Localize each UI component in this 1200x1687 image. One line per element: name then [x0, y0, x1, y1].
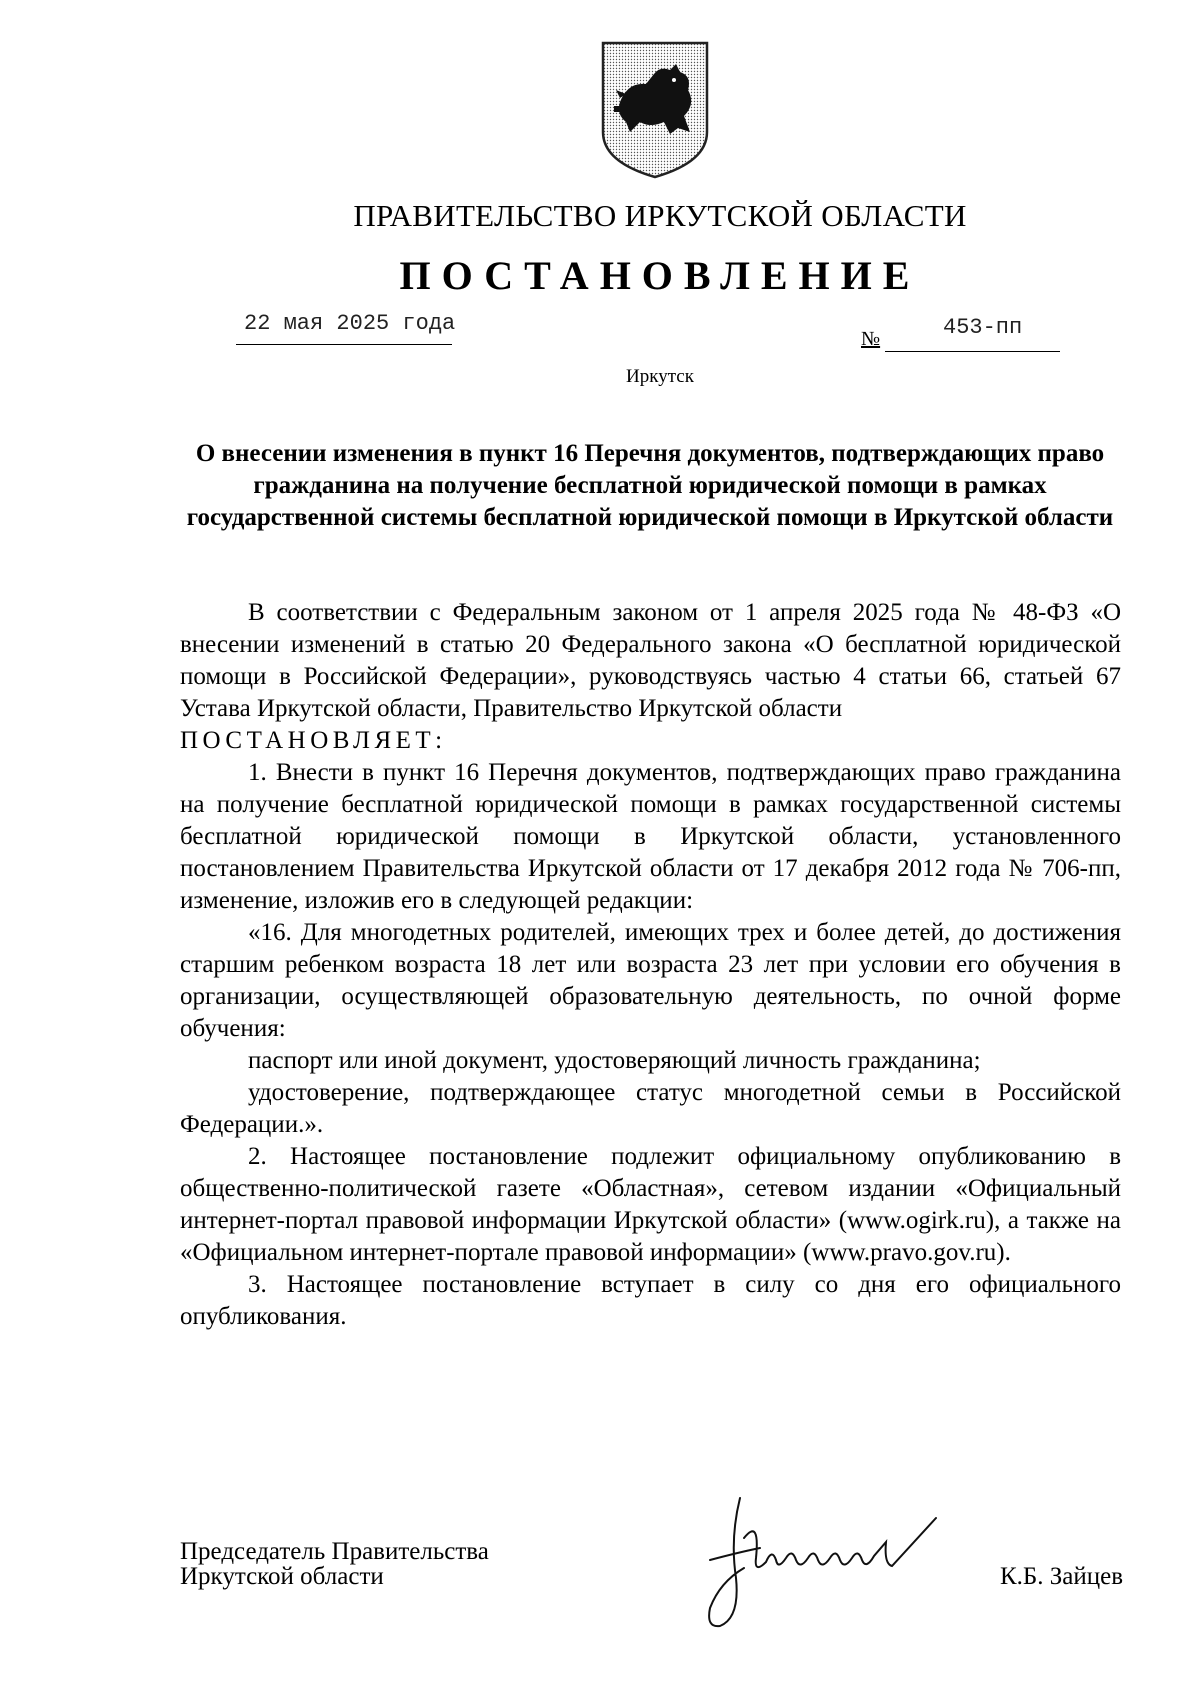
document-subject: О внесении изменения в пункт 16 Перечня документов, подтверждающих право гражданина на получение бесплатной юридической помощи в рамках государственной системы бесплатной юридической помощи в Иркутской области — [186, 440, 1114, 531]
document-date: 22 мая 2025 года — [244, 311, 456, 336]
signatory-position-line-2: Иркутской области — [180, 1563, 384, 1590]
signatory-position-line-1: Председатель Правительства — [180, 1538, 489, 1565]
item-3-paragraph: 3. Настоящее постановление вступает в силу со дня его официального опубликования. — [180, 1271, 1121, 1330]
signatory-position — [180, 1539, 489, 1589]
handwritten-signature-icon — [700, 1478, 960, 1633]
signer-name: К.Б. Зайцев — [1000, 1563, 1124, 1590]
item-1-paragraph: 1. Внести в пункт 16 Перечня документов, подтверждающих право гражданина на получение бесплатной юридической помощи в рамках государственной системы бесплатной юридической помощи в Иркутской области, установленного постановлением Правительства Иркутской области от 17 декабря 2012 года № 706-пп, изменение, изложив его в следующей редакции: — [180, 759, 1121, 914]
document-type-heading: ПОСТАНОВЛЕНИЕ — [399, 253, 921, 298]
number-underline — [885, 351, 1060, 352]
document-body — [180, 597, 1121, 1333]
item-2-paragraph: 2. Настоящее постановление подлежит официальному опубликованию в общественно-политической газете «Областная», сетевом издании «Официальный интернет-портал правовой информации Иркутской области» (www.ogirk.ru), а также на «Официальном интернет-портале правовой информации» (www.pravo.gov.ru). — [180, 1143, 1121, 1266]
government-title: ПРАВИТЕЛЬСТВО ИРКУТСКОЙ ОБЛАСТИ — [353, 198, 967, 233]
date-underline — [236, 344, 452, 345]
resolves-word: ПОСТАНОВЛЯЕТ: — [180, 727, 447, 754]
number-sign: № — [861, 328, 881, 350]
coat-of-arms-icon — [600, 40, 710, 180]
item-1-document-2: удостоверение, подтверждающее статус многодетной семьи в Российской Федерации.». — [180, 1079, 1121, 1138]
document-city: Иркутск — [626, 366, 694, 387]
item-1-quote-paragraph: «16. Для многодетных родителей, имеющих трех и более детей, до достижения старшим ребенком возраста 18 лет или возраста 23 лет при условии его обучения в организации, осуществляющей образовательную деятельность, по очной форме обучения: — [180, 919, 1121, 1042]
document-number: 453-пп — [943, 315, 1023, 340]
preamble-paragraph: В соответствии с Федеральным законом от 1 апреля 2025 года № 48-ФЗ «О внесении изменений в статью 20 Федерального закона «О бесплатной юридической помощи в Российской Федерации», руководствуясь частью 4 статьи 66, статьей 67 Устава Иркутской области, Правительство Иркутской области — [180, 599, 1121, 722]
item-1-document-1: паспорт или иной документ, удостоверяющий личность гражданина; — [248, 1047, 981, 1074]
